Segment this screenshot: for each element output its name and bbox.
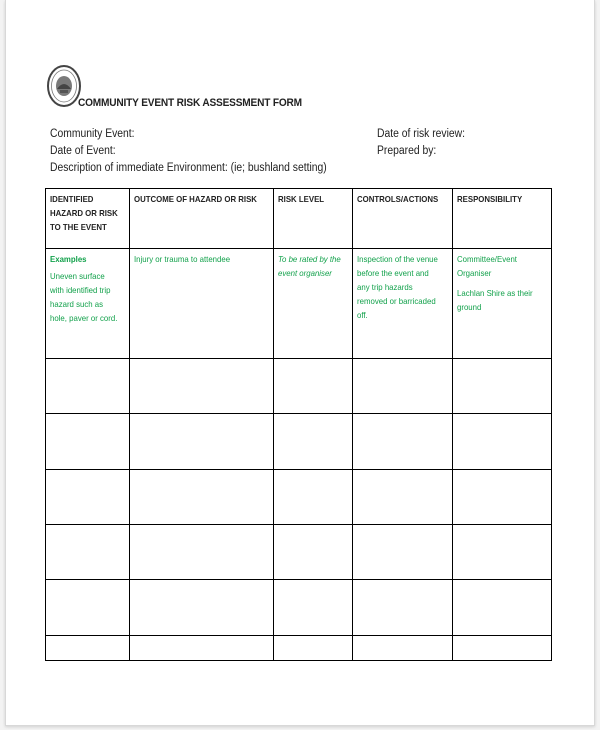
- table-cell[interactable]: [453, 580, 552, 635]
- table-cell[interactable]: [353, 525, 453, 580]
- example-controls-cell: [353, 249, 453, 359]
- table-cell[interactable]: [353, 359, 453, 414]
- table-cell[interactable]: [46, 469, 130, 524]
- risk-table: [45, 188, 552, 661]
- description-label: Description of immediate Environment: (ie; bushland setting): [50, 162, 327, 174]
- form-title: COMMUNITY EVENT RISK ASSESSMENT FORM: [78, 97, 302, 109]
- header-hazard: IDENTIFIED HAZARD OR RISK TO THE EVENT: [46, 189, 130, 249]
- date-of-review-label: Date of risk review:: [377, 128, 466, 140]
- table-cell[interactable]: [353, 635, 453, 660]
- header-responsibility: RESPONSIBILITY: [453, 189, 552, 249]
- table-cell[interactable]: [130, 469, 274, 524]
- table-cell[interactable]: [353, 414, 453, 469]
- table-cell[interactable]: [274, 469, 353, 524]
- community-event-label: Community Event:: [50, 128, 135, 140]
- example-hazard-cell: [46, 249, 130, 359]
- table-cell[interactable]: [46, 635, 130, 660]
- table-row: [46, 414, 552, 469]
- table-cell[interactable]: [274, 525, 353, 580]
- table-row: [46, 525, 552, 580]
- table-cell[interactable]: [353, 469, 453, 524]
- table-cell[interactable]: [130, 635, 274, 660]
- example-responsibility-1: Committee/Event Organiser: [457, 254, 517, 279]
- table-cell[interactable]: [46, 359, 130, 414]
- example-responsibility-cell: [453, 249, 552, 359]
- example-row: [46, 249, 552, 359]
- table-cell[interactable]: [274, 635, 353, 660]
- example-controls: Inspection of the venue before the event and any trip hazards removed or barricaded off.: [357, 254, 438, 321]
- table-cell[interactable]: [46, 580, 130, 635]
- example-risk-level: To be rated by the event organiser: [278, 254, 341, 279]
- example-outcome-cell: [130, 249, 274, 359]
- date-of-event-label: Date of Event:: [50, 145, 116, 157]
- table-cell[interactable]: [453, 525, 552, 580]
- table-cell[interactable]: [274, 414, 353, 469]
- table-cell[interactable]: [130, 359, 274, 414]
- seal-icon: [46, 64, 82, 110]
- header-controls: CONTROLS/ACTIONS: [353, 189, 453, 249]
- table-cell[interactable]: [130, 580, 274, 635]
- table-row: [46, 359, 552, 414]
- table-cell[interactable]: [46, 525, 130, 580]
- table-cell[interactable]: [453, 469, 552, 524]
- header-outcome: OUTCOME OF HAZARD OR RISK: [130, 189, 274, 249]
- prepared-by-label: Prepared by:: [377, 145, 437, 157]
- example-risk-level-cell: [274, 249, 353, 359]
- table-cell[interactable]: [453, 414, 552, 469]
- header-risk-level: RISK LEVEL: [274, 189, 353, 249]
- table-cell[interactable]: [453, 359, 552, 414]
- table-row: [46, 580, 552, 635]
- table-cell[interactable]: [130, 525, 274, 580]
- table-row: [46, 469, 552, 524]
- table-cell[interactable]: [453, 635, 552, 660]
- example-hazard: Uneven surface with identified trip hazard such as hole, paver or cord.: [50, 271, 118, 324]
- example-outcome: Injury or trauma to attendee: [134, 254, 231, 265]
- table-cell[interactable]: [274, 359, 353, 414]
- table-cell[interactable]: [353, 580, 453, 635]
- example-responsibility-2: Lachlan Shire as their ground: [457, 288, 533, 313]
- table-cell[interactable]: [274, 580, 353, 635]
- table-cell[interactable]: [130, 414, 274, 469]
- table-row: [46, 635, 552, 660]
- header-row: [46, 189, 552, 249]
- examples-label: Examples: [50, 254, 87, 265]
- table-cell[interactable]: [46, 414, 130, 469]
